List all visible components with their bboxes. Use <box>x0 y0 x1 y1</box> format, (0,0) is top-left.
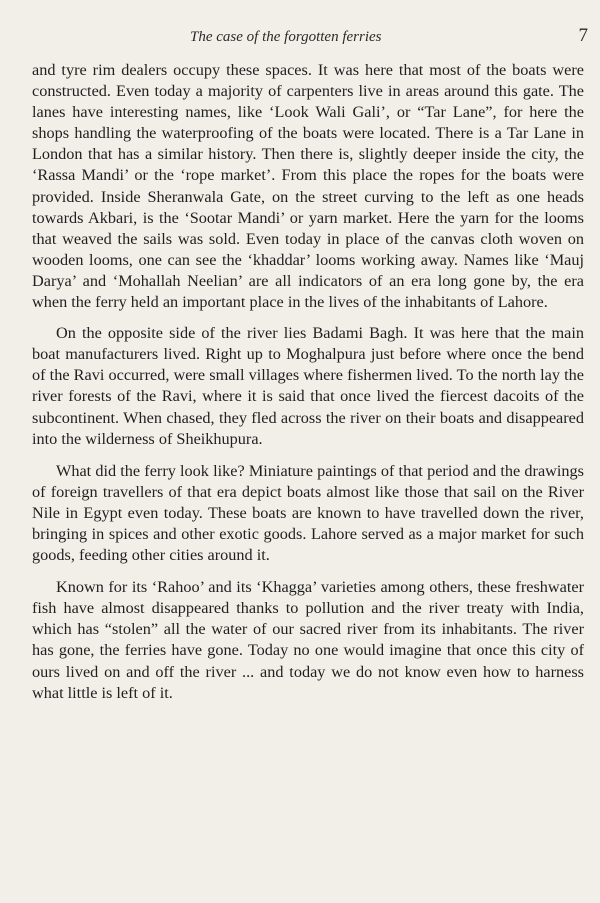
page-number: 7 <box>578 25 588 46</box>
body-text <box>32 60 584 715</box>
paragraph-1: and tyre rim dealers occupy these spaces. It was here that most of the boats were constructed. Even today a majority of carpenters live in areas around this gate. The lanes have interesting names, like ‘Look Wali Gali’, or “Tar Lane”, for here the shops handling the waterproofing of the boats were located. There is a Tar Lane in London that has a similar history. Then there is, slightly deeper inside the city, the ‘Rassa Mandi’ or the ‘rope market’. From this place the ropes for the boats were provided. Inside Sheranwala Gate, on the street curving to the left as one heads towards Akbari, is the ‘Sootar Mandi’ or yarn market. Here the yarn for the looms that weaved the sails was sold. Even today in place of the canvas cloth woven on wooden looms, one can see the ‘khaddar’ looms working away. Names like ‘Mauj Darya’ and ‘Mohallah Neelian’ are all indicators of an era long gone by, the era when the ferry held an important place in the lives of the inhabitants of Lahore. <box>32 61 584 312</box>
paragraph-3: What did the ferry look like? Miniature paintings of that period and the drawings of foreign travellers of that era depict boats almost like those that sail on the River Nile in Egypt even today. These boats are known to have travelled down the river, bringing in spices and other exotic goods. Lahore served as a major market for such goods, feeding other cities around it. <box>32 461 584 565</box>
running-head-title: The case of the forgotten ferries <box>190 29 382 45</box>
paragraph-2: On the opposite side of the river lies Badami Bagh. It was here that the main boat manufacturers lived. Right up to Moghalpura just before where once the bend of the Ravi occurred, were small villages where fishermen lived. To the north lay the river forests of the Ravi, where it is said that once lived the fiercest dacoits of the subcontinent. When chased, they fled across the river on their boats and disappeared into the wilderness of Sheikhupura. <box>32 324 584 448</box>
paragraph-4: Known for its ‘Rahoo’ and its ‘Khagga’ varieties among others, these freshwater fish have almost disappeared thanks to pollution and the river treaty with India, which has “stolen” all the water of our sacred river from its inhabitants. The river has gone, the ferries have gone. Today no one would imagine that once this city of ours lived on and off the river ... and today we do not know even how to harness what little is left of it. <box>32 578 584 702</box>
